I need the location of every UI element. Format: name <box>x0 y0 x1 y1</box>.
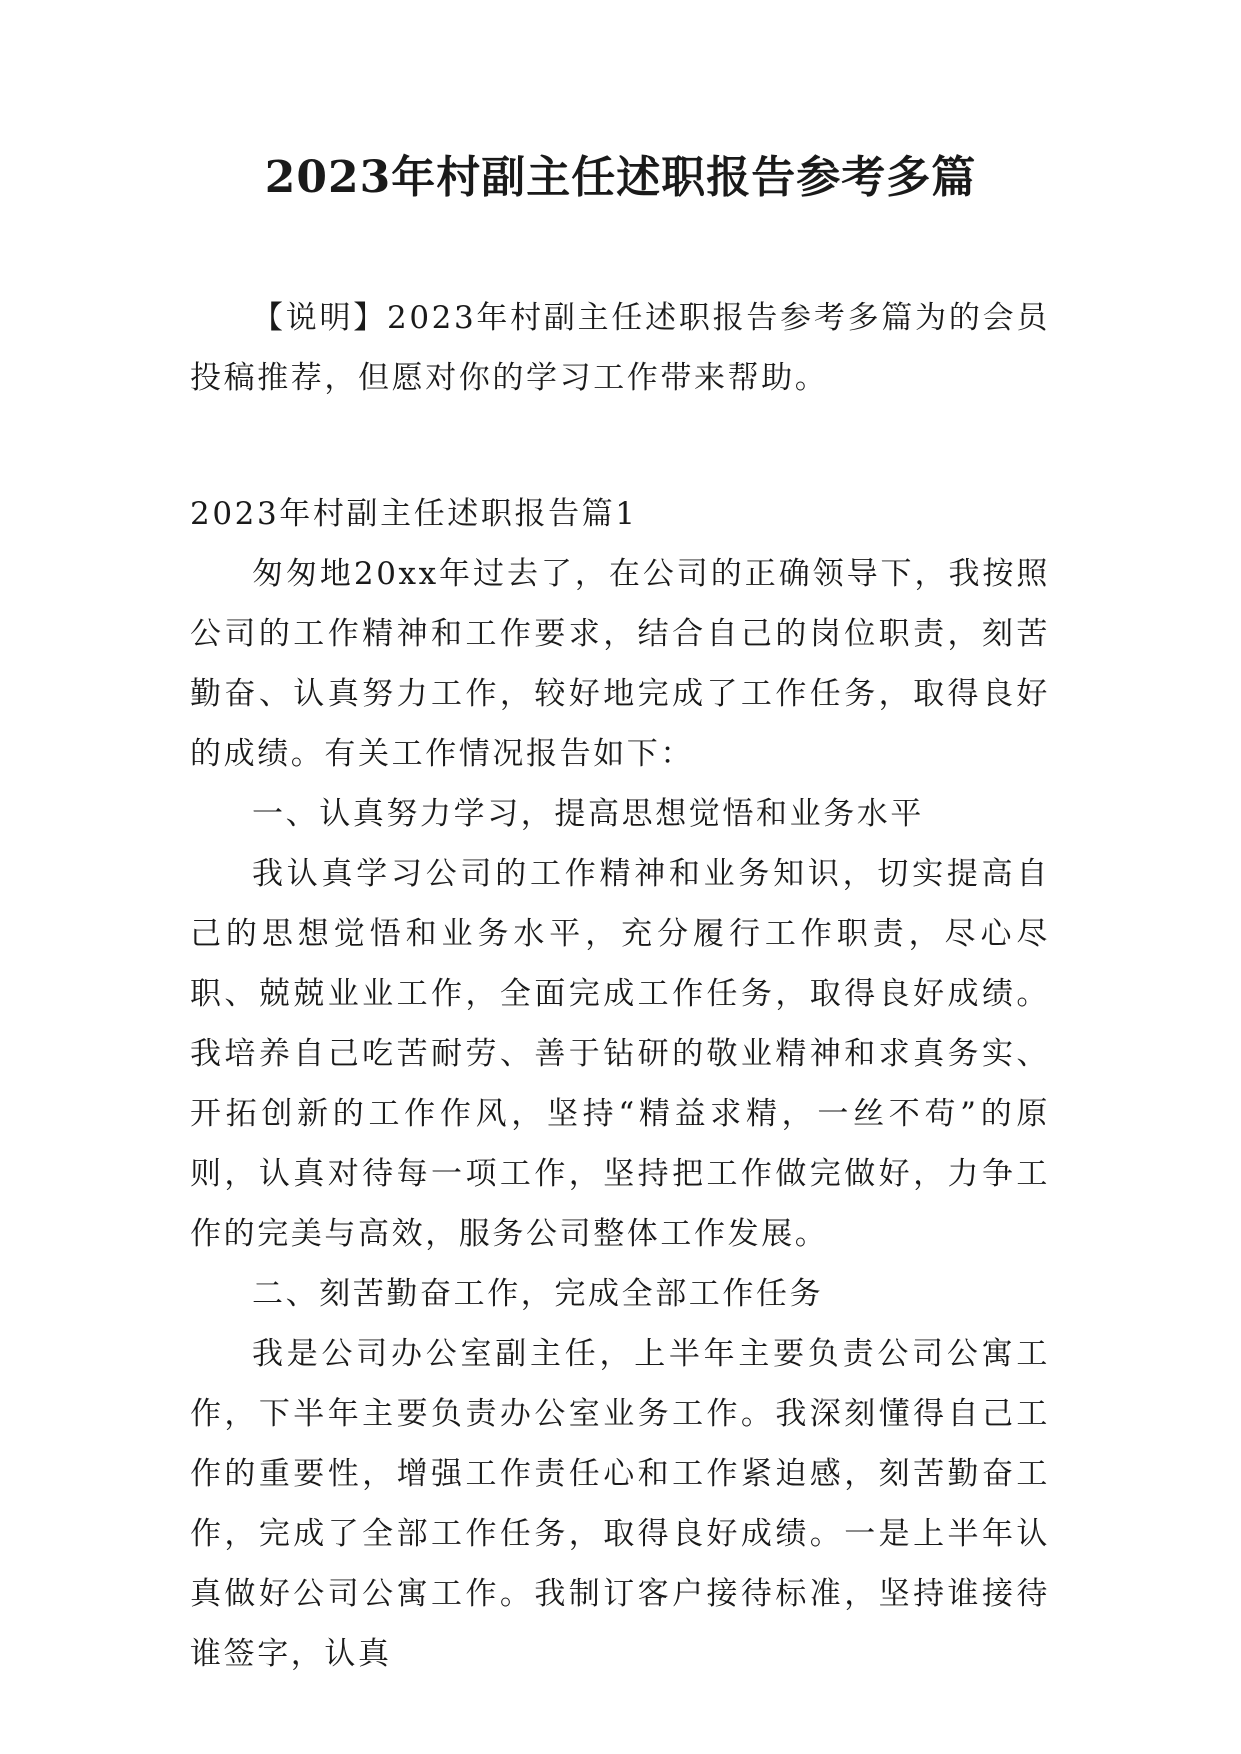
section-heading: 2023年村副主任述职报告篇1 <box>190 496 638 532</box>
body-paragraph: 匆匆地20xx年过去了，在公司的正确领导下，我按照公司的工作精神和工作要求，结合自己的岗位职责，刻苦勤奋、认真努力工作，较好地完成了工作任务，取得良好的成绩。有关工作情况报告如下： <box>190 556 1050 772</box>
subheading-one: 一、认真努力学习，提高思想觉悟和业务水平 <box>252 796 924 832</box>
body-paragraph: 我是公司办公室副主任，上半年主要负责公司公寓工作，下半年主要负责办公室业务工作。我深刻懂得自己工作的重要性，增强工作责任心和工作紧迫感，刻苦勤奋工作，完成了全部工作任务，取得良好成绩。一是上半年认真做好公司公寓工作。我制订客户接待标准，坚持谁接待谁签字，认真 <box>190 1336 1050 1672</box>
body-paragraph: 我认真学习公司的工作精神和业务知识，切实提高自己的思想觉悟和业务水平，充分履行工作职责，尽心尽职、兢兢业业工作，全面完成工作任务，取得良好成绩。我培养自己吃苦耐劳、善于钻研的敬业精神和求真务实、开拓创新的工作作风，坚持“精益求精，一丝不苟”的原则，认真对待每一项工作，坚持把工作做完做好，力争工作的完美与高效，服务公司整体工作发展。 <box>190 856 1050 1252</box>
document-title: 2023年村副主任述职报告参考多篇 <box>264 152 977 203</box>
document-body <box>190 288 1050 1684</box>
subheading-two: 二、刻苦勤奋工作，完成全部工作任务 <box>252 1276 824 1312</box>
intro-paragraph: 【说明】2023年村副主任述职报告参考多篇为的会员投稿推荐，但愿对你的学习工作带来帮助。 <box>190 300 1050 396</box>
section-gap <box>190 408 1050 484</box>
